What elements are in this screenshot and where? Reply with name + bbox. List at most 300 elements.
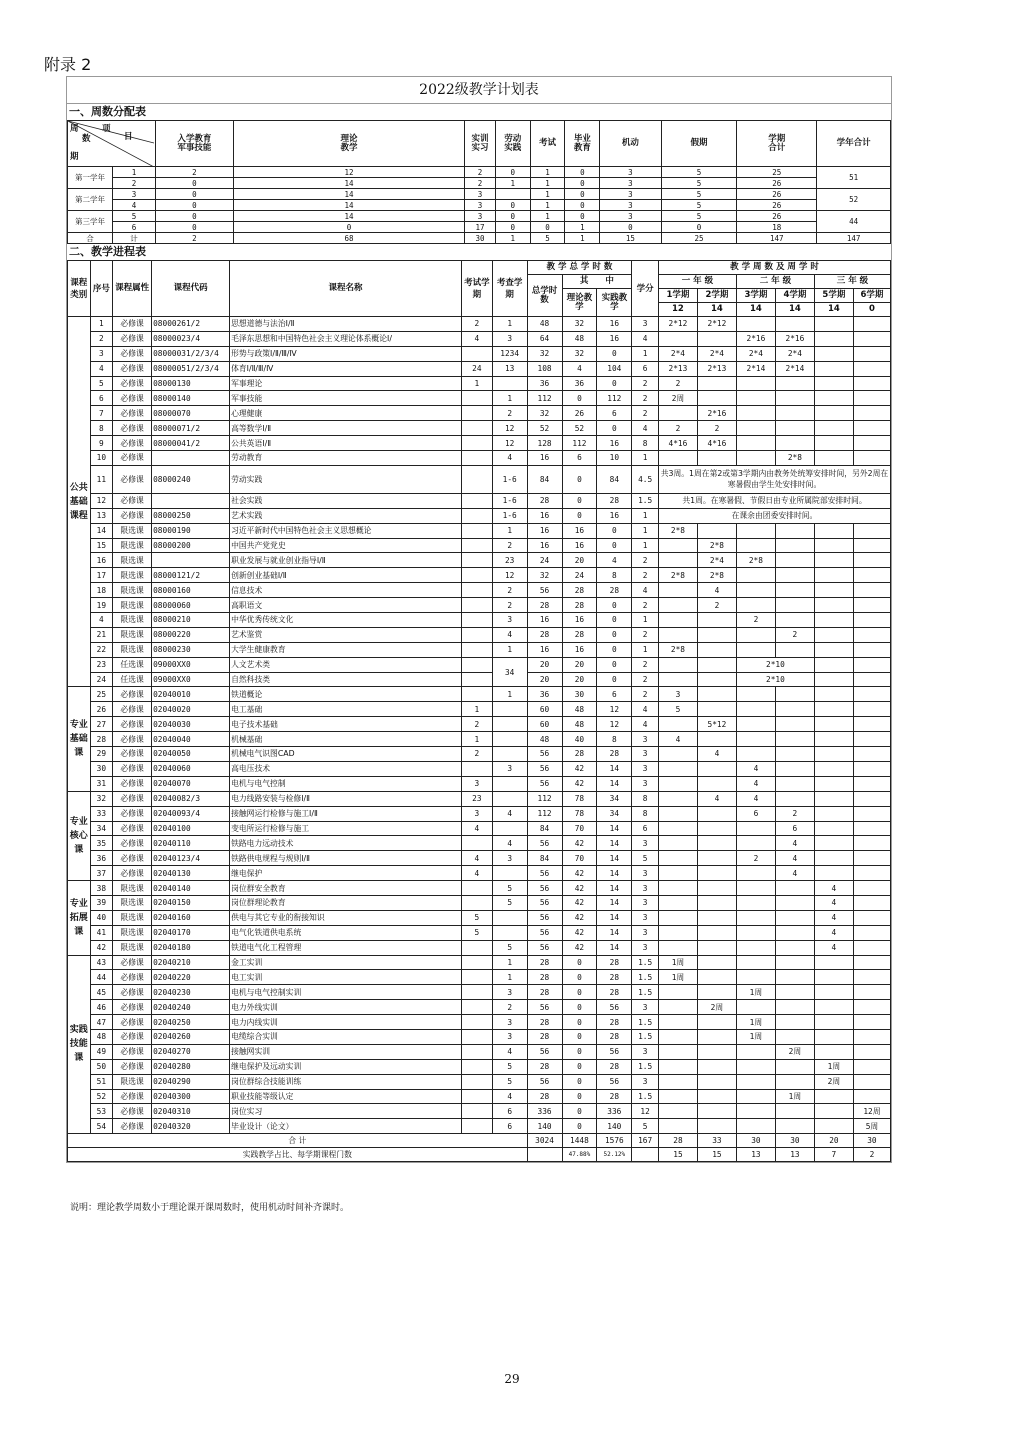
term-hours-cell [775,1074,814,1089]
term-hours-cell: 1周 [775,1089,814,1104]
totals-term-2: 33 [697,1134,736,1148]
theory-hours-cell: 42 [562,881,597,896]
term-hours-cell: 1周 [736,1029,775,1044]
theory-hours-cell: 0 [562,1015,597,1030]
course-row [68,421,891,436]
term-hours-cell [736,1089,775,1104]
total-hours-cell: 16 [527,538,562,553]
check-term-cell: 1 [492,391,527,406]
ratio-term-6: 2 [853,1148,890,1162]
theory-hours-cell: 78 [562,806,597,821]
name-cell: 金工实训 [230,955,462,970]
weeks-allocation-table [67,120,891,244]
hdr-weeks-1: 12 [658,303,697,317]
term-hours-cell [658,553,697,568]
sum-label-a: 合 [68,233,113,244]
code-cell: 08000031/2/3/4 [152,346,230,361]
hdr-theory: 理论教学 [562,289,597,317]
weeks-value-cell: 3 [600,178,661,189]
term-hours-cell [697,895,736,910]
credit-cell: 3 [632,910,659,925]
term-hours-cell [658,791,697,806]
attr-cell: 必修课 [113,851,152,866]
term-hours-cell [658,1119,697,1134]
hdr-of-which: 其 中 [562,275,632,289]
term-hours-cell [736,627,775,642]
seq-cell: 7 [90,406,113,421]
code-cell: 02040110 [152,836,230,851]
term-hours-cell: 5*12 [697,717,736,732]
term-hours-cell: 2*14 [775,361,814,376]
term-hours-cell [775,598,814,613]
course-row [68,955,891,970]
seq-cell: 39 [90,895,113,910]
practice-hours-cell: 56 [597,1000,632,1015]
credit-cell: 6 [632,821,659,836]
credit-cell: 4 [632,583,659,598]
hdr-weeks-3: 14 [736,303,775,317]
credit-cell: 4 [632,331,659,346]
total-hours-cell: 56 [527,866,562,881]
attr-cell: 必修课 [113,732,152,747]
school-year-cell: 第一学年 [68,167,113,189]
course-row [68,910,891,925]
seq-cell: 45 [90,985,113,1000]
check-term-cell: 1 [492,523,527,538]
name-cell: 电缆综合实训 [230,1029,462,1044]
attr-cell: 必修课 [113,317,152,332]
term-hours-cell: 2*10 [736,672,814,687]
practice-hours-cell: 28 [597,1029,632,1044]
term-hours-cell [736,1074,775,1089]
check-term-cell: 5 [492,881,527,896]
name-cell: 创新创业基础Ⅰ/Ⅱ [230,568,462,583]
total-hours-cell: 56 [527,583,562,598]
course-row [68,985,891,1000]
corner-top-label: 项 [102,124,111,134]
term-hours-cell [775,1119,814,1134]
term-hours-cell [736,1059,775,1074]
code-cell: 02040300 [152,1089,230,1104]
totals-practice: 1576 [597,1134,632,1148]
seq-cell: 47 [90,1015,113,1030]
course-row [68,1044,891,1059]
weeks-value-cell [495,189,530,200]
term-hours-cell [697,657,736,672]
term-hours-cell: 2*13 [697,361,736,376]
course-row [68,1000,891,1015]
check-term-cell: 4 [492,1044,527,1059]
name-cell: 毛泽东思想和中国特色社会主义理论体系概论Ⅰ/ [230,331,462,346]
term-hours-cell [814,642,853,657]
term-hours-cell [853,702,890,717]
check-term-cell: 2 [492,1000,527,1015]
seq-cell: 2 [90,331,113,346]
term-hours-cell [658,881,697,896]
term-hours-cell [853,895,890,910]
term-hours-cell [697,940,736,955]
credit-cell: 1.5 [632,1015,659,1030]
seq-cell: 11 [90,465,113,493]
total-hours-cell: 28 [527,1015,562,1030]
term-hours-cell [814,1104,853,1119]
course-row [68,642,891,657]
term-hours-cell: 2*4 [697,346,736,361]
term-hours-cell [736,642,775,657]
name-cell: 电机与电气控制 [230,776,462,791]
theory-hours-cell: 42 [562,895,597,910]
attr-cell: 限选课 [113,881,152,896]
practice-hours-cell: 14 [597,851,632,866]
term-hours-cell [814,776,853,791]
term-hours-cell [853,717,890,732]
check-term-cell [492,776,527,791]
col-graduation-edu: 毕业 教育 [565,121,600,167]
term-hours-cell [775,391,814,406]
code-cell: 02040230 [152,985,230,1000]
weeks-value-cell: 0 [565,200,600,211]
term-hours-cell [853,568,890,583]
term-hours-cell [853,955,890,970]
term-hours-cell [814,687,853,702]
theory-hours-cell: 6 [562,451,597,466]
exam-term-cell [461,1089,492,1104]
term-hours-cell: 2*8 [658,523,697,538]
term-hours-cell [775,791,814,806]
code-cell: 02040160 [152,910,230,925]
seq-cell: 41 [90,925,113,940]
total-hours-cell: 108 [527,361,562,376]
weeks-value-cell: 1 [495,178,530,189]
total-hours-cell: 36 [527,687,562,702]
name-cell: 劳动教育 [230,451,462,466]
check-term-cell: 1 [492,642,527,657]
weeks-value-cell: 5 [661,178,737,189]
term-hours-cell [658,1074,697,1089]
term-hours-cell [853,732,890,747]
weeks-value-cell: 0 [530,222,565,233]
course-row [68,791,891,806]
term-hours-cell [814,985,853,1000]
hdr-exam-term: 考试学期 [461,261,492,317]
check-term-cell: 5 [492,895,527,910]
attr-cell: 必修课 [113,493,152,508]
course-row [68,376,891,391]
code-cell: 02040123/4 [152,851,230,866]
weeks-value-cell: 25 [737,167,817,178]
term-hours-cell [814,406,853,421]
practice-hours-cell: 0 [597,376,632,391]
term-hours-cell: 1周 [814,1059,853,1074]
code-cell: 08000190 [152,523,230,538]
code-cell: 02040270 [152,1044,230,1059]
weeks-value-cell: 1 [565,222,600,233]
practice-hours-cell: 14 [597,761,632,776]
credit-cell: 1 [632,508,659,523]
practice-hours-cell: 28 [597,747,632,762]
seq-cell: 12 [90,493,113,508]
weeks-value-cell: 5 [661,189,737,200]
credit-cell: 4 [632,421,659,436]
exam-term-cell [461,970,492,985]
course-row [68,583,891,598]
code-cell: 02040280 [152,1059,230,1074]
attr-cell: 限选课 [113,627,152,642]
code-cell: 02040082/3 [152,791,230,806]
check-term-cell: 2 [492,538,527,553]
hdr-total-hours: 总学时数 [527,275,562,317]
exam-term-cell [461,672,492,687]
weeks-sum-cell: 2 [156,233,234,244]
attr-cell: 限选课 [113,910,152,925]
term-hours-cell [658,776,697,791]
term-hours-cell: 2*10 [736,657,814,672]
theory-hours-cell: 0 [562,970,597,985]
term-hours-cell: 4 [814,925,853,940]
term-hours-cell [658,657,697,672]
weeks-value-cell: 26 [737,200,817,211]
practice-hours-cell: 56 [597,1044,632,1059]
attr-cell: 限选课 [113,553,152,568]
term-hours-cell [814,702,853,717]
name-cell: 电子技术基础 [230,717,462,732]
exam-term-cell [461,1104,492,1119]
term-hours-cell [853,1074,890,1089]
col-training: 实训 实习 [465,121,496,167]
ratio-label: 实践教学占比、每学期课程门数 [68,1148,528,1162]
term-hours-cell [775,613,814,628]
weeks-value-cell: 0 [565,211,600,222]
code-cell: 08000261/2 [152,317,230,332]
term-hours-cell [736,436,775,451]
term-hours-cell [658,1059,697,1074]
code-cell: 08000060 [152,598,230,613]
course-row [68,925,891,940]
term-hours-cell [814,583,853,598]
term-hours-cell [814,523,853,538]
course-row [68,493,891,508]
term-hours-cell [736,717,775,732]
check-term-cell: 4 [492,836,527,851]
weeks-value-cell: 3 [600,211,661,222]
totals-term-3: 30 [736,1134,775,1148]
term-hours-cell [775,406,814,421]
term-hours-cell [658,613,697,628]
practice-hours-cell: 28 [597,970,632,985]
term-hours-cell [736,451,775,466]
term-hours-cell [814,806,853,821]
practice-hours-cell: 0 [597,672,632,687]
term-hours-cell [775,376,814,391]
term-hours-cell [658,451,697,466]
weeks-value-cell: 5 [661,211,737,222]
check-term-cell [492,910,527,925]
code-cell: 08000070 [152,406,230,421]
totals-label: 合 计 [68,1134,528,1148]
term-hours-cell [658,627,697,642]
exam-term-cell [461,451,492,466]
attr-cell: 必修课 [113,421,152,436]
check-term-cell: 1 [492,687,527,702]
exam-term-cell [461,940,492,955]
term-hours-cell [814,568,853,583]
check-term-cell: 6 [492,1119,527,1134]
attr-cell: 必修课 [113,436,152,451]
term-hours-cell [697,776,736,791]
code-cell: 02040290 [152,1074,230,1089]
total-hours-cell: 28 [527,598,562,613]
total-hours-cell: 32 [527,568,562,583]
weeks-value-cell: 0 [495,211,530,222]
name-cell: 习近平新时代中国特色社会主义思想概论 [230,523,462,538]
term-hours-cell [697,627,736,642]
check-term-cell: 13 [492,361,527,376]
weeks-row [68,222,891,233]
hdr-weeks-5: 14 [814,303,853,317]
check-term-cell: 5 [492,1059,527,1074]
credit-cell: 2 [632,627,659,642]
term-hours-cell [658,1000,697,1015]
total-hours-cell: 32 [527,406,562,421]
attr-cell: 必修课 [113,1029,152,1044]
exam-term-cell: 2 [461,717,492,732]
check-term-cell: 1234 [492,346,527,361]
weeks-value-cell: 0 [600,222,661,233]
term-hours-cell: 2*8 [658,568,697,583]
check-term-cell: 3 [492,1029,527,1044]
exam-term-cell [461,1074,492,1089]
term-hours-cell [775,747,814,762]
check-term-cell: 3 [492,1015,527,1030]
term-hours-cell [736,391,775,406]
term-hours-cell [814,1015,853,1030]
hdr-term-4: 4学期 [775,289,814,303]
total-hours-cell: 56 [527,940,562,955]
seq-cell: 22 [90,642,113,657]
practice-hours-cell: 16 [597,436,632,451]
seq-cell: 49 [90,1044,113,1059]
name-cell: 艺术鉴赏 [230,627,462,642]
course-row [68,331,891,346]
seq-cell: 17 [90,568,113,583]
code-cell: 02040130 [152,866,230,881]
theory-hours-cell: 0 [562,508,597,523]
progress-body [68,317,891,1134]
term-hours-cell: 2 [775,806,814,821]
weeks-value-cell: 3 [465,211,496,222]
code-cell: 08000041/2 [152,436,230,451]
name-cell: 职业技能等级认定 [230,1089,462,1104]
practice-hours-cell: 6 [597,687,632,702]
term-hours-cell [658,761,697,776]
term-hours-cell: 4 [814,910,853,925]
name-cell: 毕业设计（论文） [230,1119,462,1134]
course-row [68,317,891,332]
term-hours-cell: 2*12 [658,317,697,332]
corner-mid3-label: 数 [82,134,91,144]
weeks-sum-row [68,233,891,244]
total-hours-cell: 28 [527,1059,562,1074]
attr-cell: 必修课 [113,1000,152,1015]
check-term-cell: 3 [492,613,527,628]
practice-hours-cell: 34 [597,806,632,821]
seq-cell: 36 [90,851,113,866]
seq-cell: 37 [90,866,113,881]
credit-cell: 2 [632,657,659,672]
credit-cell: 2 [632,598,659,613]
credit-cell: 3 [632,1074,659,1089]
name-cell: 铁路供电规程与规则Ⅰ/Ⅱ [230,851,462,866]
corner-mid1-label: 周 [70,124,79,134]
term-hours-cell [736,836,775,851]
credit-cell: 1.5 [632,1029,659,1044]
check-term-cell [492,717,527,732]
check-term-cell: 4 [492,451,527,466]
weeks-value-cell: 3 [465,200,496,211]
theory-hours-cell: 16 [562,613,597,628]
seq-cell: 6 [90,391,113,406]
total-hours-cell: 112 [527,391,562,406]
exam-term-cell [461,895,492,910]
hdr-category: 课程类别 [68,261,91,317]
name-cell: 电工基础 [230,702,462,717]
term-hours-cell: 5周 [853,1119,890,1134]
attr-cell: 必修课 [113,836,152,851]
seq-cell: 46 [90,1000,113,1015]
term-cell: 5 [113,211,156,222]
attr-cell: 限选课 [113,895,152,910]
theory-hours-cell: 28 [562,598,597,613]
check-term-cell [492,732,527,747]
check-term-cell: 4 [492,1089,527,1104]
term-hours-cell [658,598,697,613]
code-cell: 02040010 [152,687,230,702]
course-row [68,687,891,702]
name-cell: 社会实践 [230,493,462,508]
attr-cell: 限选课 [113,642,152,657]
weeks-value-cell: 0 [156,178,234,189]
term-hours-cell [775,317,814,332]
hdr-year3: 三 年 级 [814,275,890,289]
credit-cell: 1.5 [632,1059,659,1074]
theory-hours-cell: 48 [562,331,597,346]
term-hours-cell [697,702,736,717]
code-cell: 02040140 [152,881,230,896]
name-cell: 岗位实习 [230,1104,462,1119]
term-hours-cell [853,361,890,376]
term-hours-cell [814,331,853,346]
practice-hours-cell: 16 [597,508,632,523]
weeks-sum-cell: 147 [737,233,817,244]
term-hours-cell [775,583,814,598]
term-hours-cell [775,687,814,702]
weeks-value-cell: 14 [233,178,464,189]
practice-hours-cell: 12 [597,702,632,717]
seq-cell: 42 [90,940,113,955]
exam-term-cell: 3 [461,776,492,791]
total-hours-cell: 16 [527,523,562,538]
check-term-cell: 3 [492,331,527,346]
code-cell: 08000071/2 [152,421,230,436]
exam-term-cell: 23 [461,791,492,806]
practice-hours-cell: 28 [597,493,632,508]
year-total-cell: 52 [817,189,891,211]
practice-hours-cell: 14 [597,940,632,955]
term-hours-cell [814,361,853,376]
year-total-cell: 44 [817,211,891,233]
exam-term-cell [461,642,492,657]
year-total-cell: 51 [817,167,891,189]
